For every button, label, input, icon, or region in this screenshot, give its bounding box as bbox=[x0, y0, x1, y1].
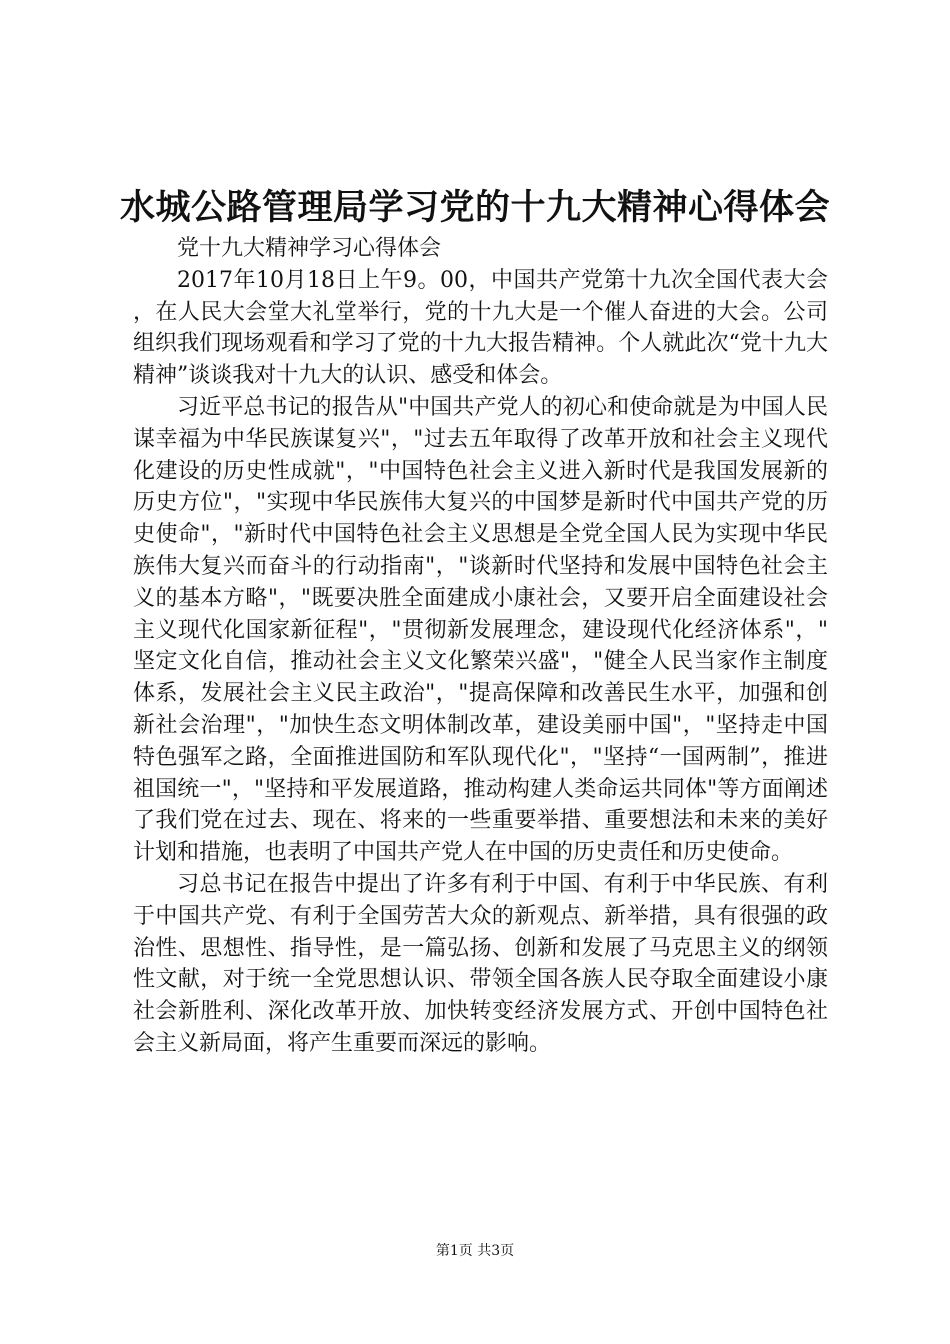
page-number-footer: 第1页 共3页 bbox=[435, 1243, 515, 1259]
body-paragraph: 习近平总书记的报告从"中国共产党人的初心和使命就是为中国人民谋幸福为中华民族谋复兴"，"过去五年取得了改革开放和社会主义现代化建设的历史性成就"，"中国特色社会主义进入新时代是我国发展新的历史方位"，"实现中华民族伟大复兴的中国梦是新时代中国共产党的历史使命"，"新时代中国特色社会主义思想是全党全国人民为实现中华民族伟大复兴而奋斗的行动指南"，"谈新时代坚持和发展中国特色社会主义的基本方略"，"既要决胜全面建成小康社会，又要开启全面建设社会主义现代化国家新征程"，"贯彻新发展理念，建设现代化经济体系"，"坚定文化自信，推动社会主义文化繁荣兴盛"，"健全人民当家作主制度体系，发展社会主义民主政治"，"提高保障和改善民生水平，加强和创新社会治理"，"加快生态文明体制改革，建设美丽中国"，"坚持走中国特色强军之路，全面推进国防和军队现代化"，"坚持“一国两制”，推进祖国统一"，"坚持和平发展道路，推动构建人类命运共同体"等方面阐述了我们党在过去、现在、将来的一些重要举措、重要想法和未来的美好计划和措施，也表明了中国共产党人在中国的历史责任和历史使命。 bbox=[133, 394, 828, 866]
body-paragraph: 2017年10月18日上午9。00，中国共产党第十九次全国代表大会，在人民大会堂大礼堂举行，党的十九大是一个催人奋进的大会。公司组织我们现场观看和学习了党的十九大报告精神。个人就此次“党十九大精神”谈谈我对十九大的认识、感受和体会。 bbox=[133, 267, 828, 389]
body-paragraph: 习总书记在报告中提出了许多有利于中国、有利于中华民族、有利于中国共产党、有利于全国劳苦大众的新观点、新举措，具有很强的政治性、思想性、指导性，是一篇弘扬、创新和发展了马克思主义的纲领性文献，对于统一全党思想认识、带领全国各族人民夺取全面建设小康社会新胜利、深化改革开放、加快转变经济发展方式、开创中国特色社会主义新局面，将产生重要而深远的影响。 bbox=[133, 871, 828, 1056]
document-body bbox=[133, 233, 828, 1060]
document-title: 水城公路管理局学习党的十九大精神心得体会 bbox=[119, 188, 830, 228]
subtitle-paragraph: 党十九大精神学习心得体会 bbox=[177, 236, 442, 261]
